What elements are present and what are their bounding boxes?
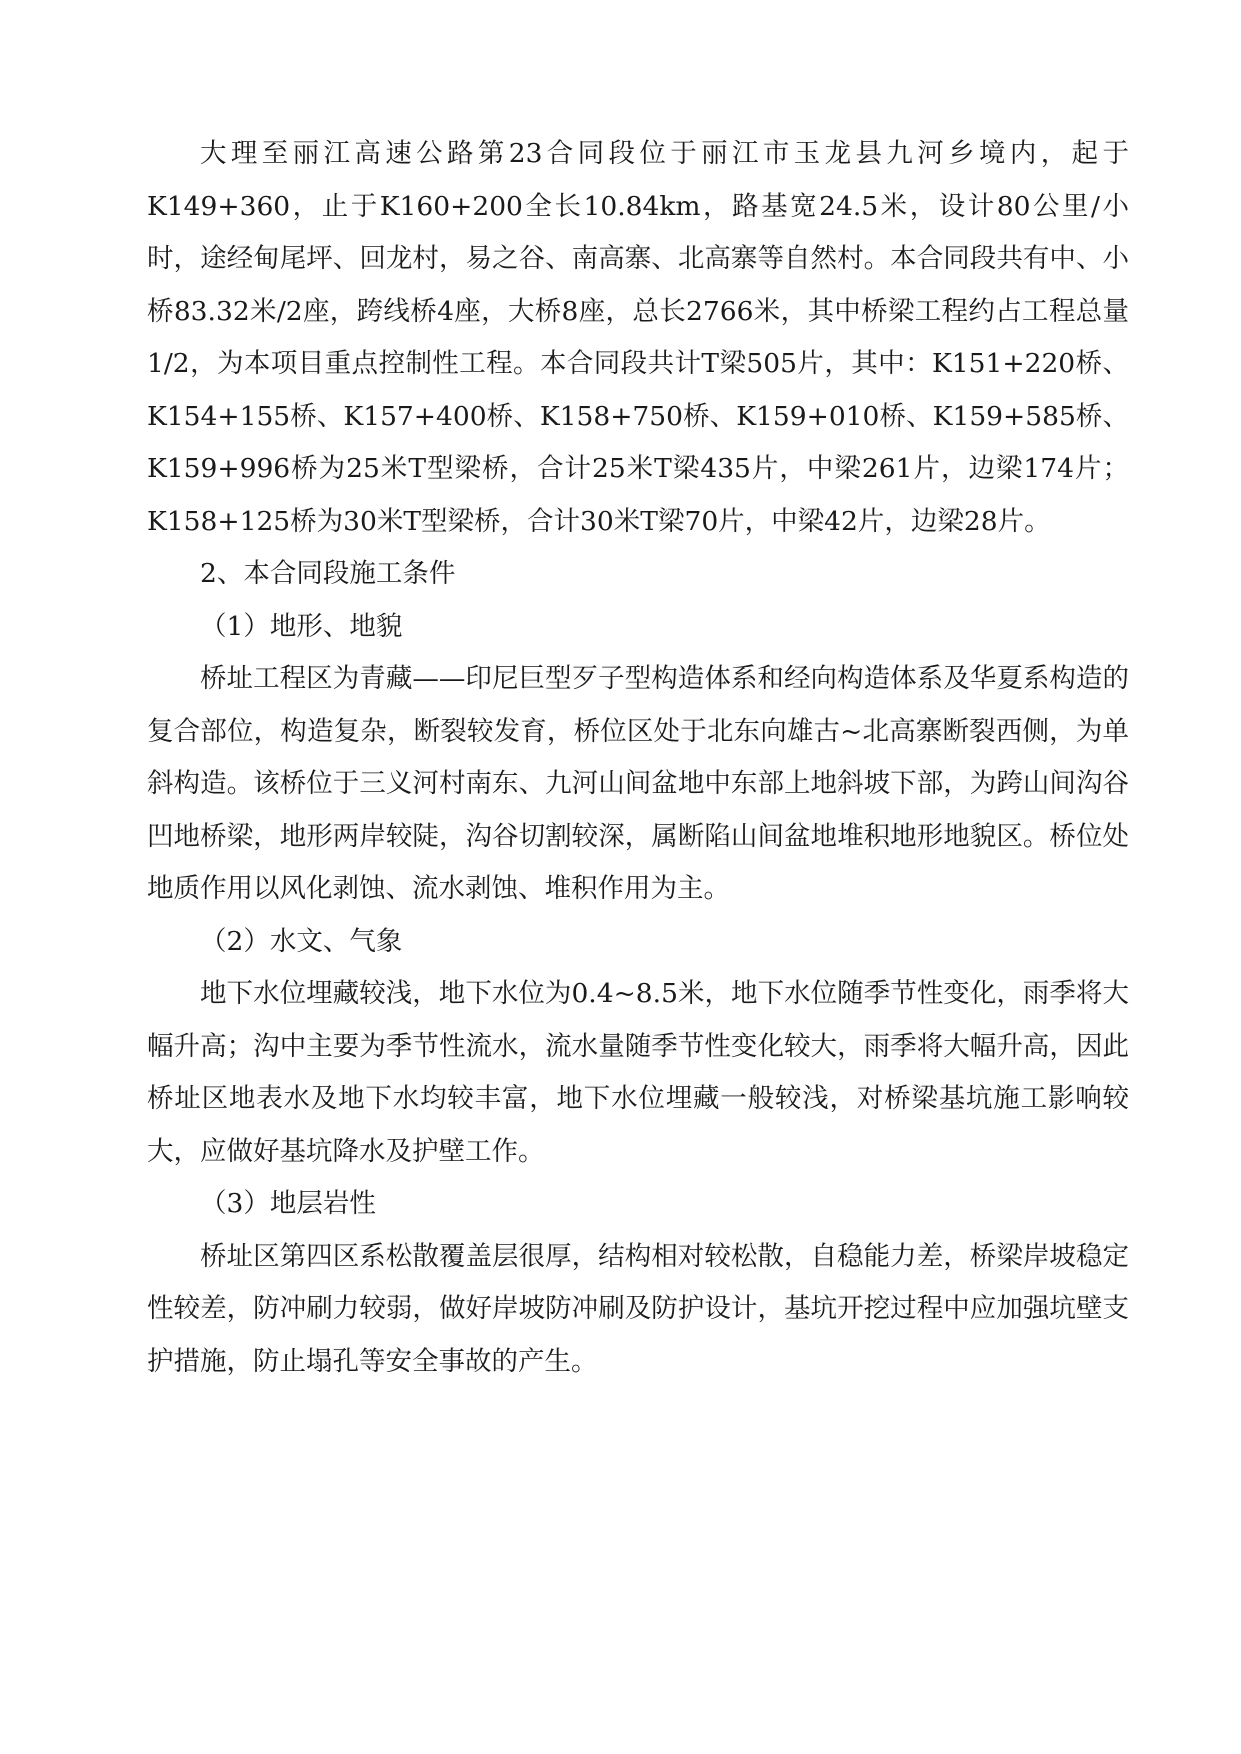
paragraph-strata: 桥址区第四区系松散覆盖层很厚，结构相对较松散，自稳能力差，桥梁岸坡稳定性较差，防冲刷力较弱，做好岸坡防冲刷及防护设计，基坑开挖过程中应加强坑壁支护措施，防止塌孔等安全事故的产生。: [147, 1240, 1129, 1377]
subheading-hydrology: （2）水文、气象: [200, 925, 403, 957]
paragraph-project-overview: 大理至丽江高速公路第23合同段位于丽江市玉龙县九河乡境内，起于K149+360，止于K160+200全长10.84km，路基宽24.5米，设计80公里/小时，途经甸尾坪、回龙村，易之谷、南高寨、北高寨等自然村。本合同段共有中、小桥83.32米/2座，跨线桥4座，大桥8座，总长2766米，其中桥梁工程约占工程总量1/2，为本项目重点控制性工程。本合同段共计T梁505片，其中：K151+220桥、K154+155桥、K157+400桥、K158+750桥、K159+010桥、K159+585桥、K159+996桥为25米T型梁桥，合计25米T梁435片，中梁261片，边梁174片；K158+125桥为30米T型梁桥，合计30米T梁70片，中梁42片，边梁28片。: [147, 138, 1129, 537]
paragraph-hydrology: 地下水位埋藏较浅，地下水位为0.4~8.5米，地下水位随季节性变化，雨季将大幅升高；沟中主要为季节性流水，流水量随季节性变化较大，雨季将大幅升高，因此桥址区地表水及地下水均较丰富，地下水位埋藏一般较浅，对桥梁基坑施工影响较大，应做好基坑降水及护壁工作。: [147, 978, 1129, 1167]
section-heading-construction-conditions: 2、本合同段施工条件: [200, 558, 456, 589]
subheading-terrain: （1）地形、地貌: [200, 610, 403, 642]
paragraph-terrain: 桥址工程区为青藏——印尼巨型歹子型构造体系和经向构造体系及华夏系构造的复合部位，构造复杂，断裂较发育，桥位区处于北东向雄古~北高寨断裂西侧，为单斜构造。该桥位于三义河村南东、九河山间盆地中东部上地斜坡下部，为跨山间沟谷凹地桥梁，地形两岸较陡，沟谷切割较深，属断陷山间盆地堆积地形地貌区。桥位处地质作用以风化剥蚀、流水剥蚀、堆积作用为主。: [147, 663, 1129, 904]
subheading-strata: （3）地层岩性: [200, 1188, 376, 1219]
